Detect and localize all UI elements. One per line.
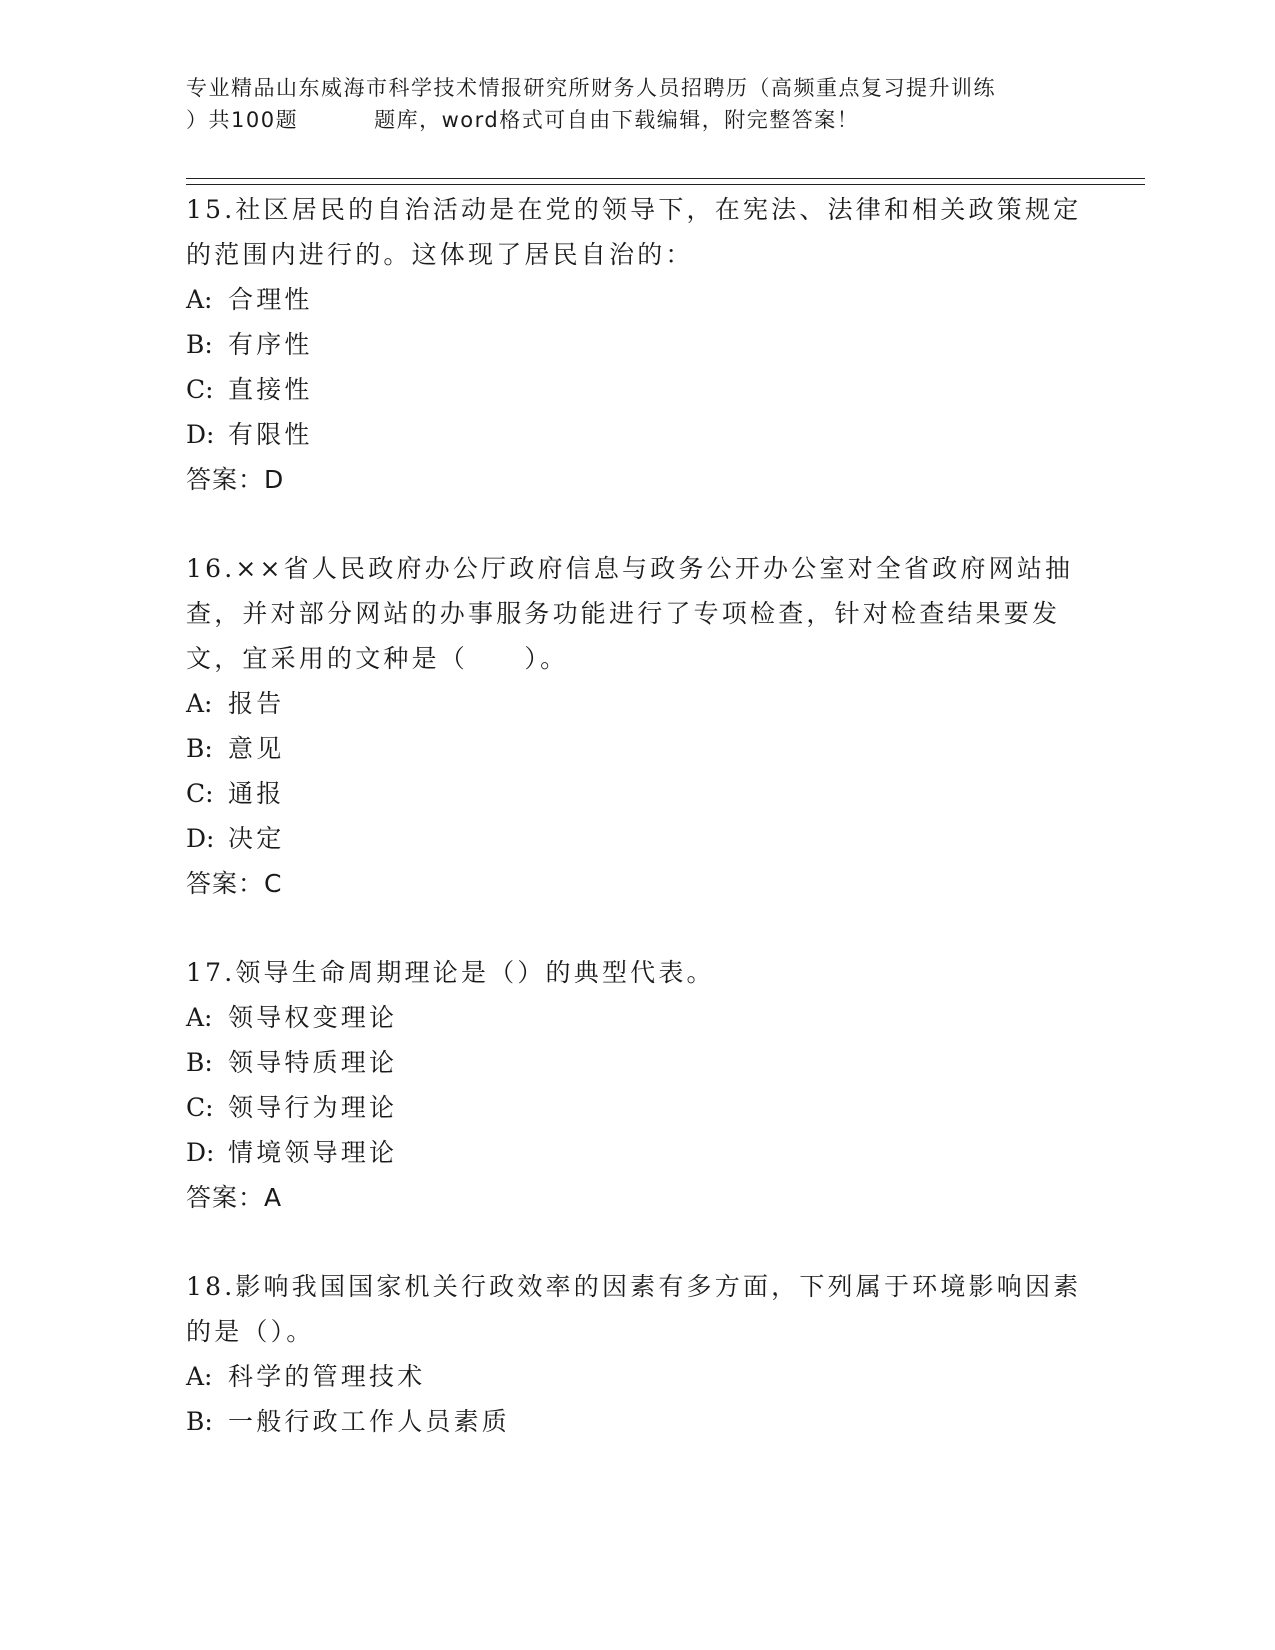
option-text: 直接性 [228, 375, 313, 404]
option-a [186, 681, 1086, 726]
header-title-line-2 [186, 104, 1086, 136]
option-text: 通报 [228, 779, 285, 808]
question-stem: 15.社区居民的自治活动是在党的领导下，在宪法、法律和相关政策规定的范围内进行的。这体现了居民自治的： [186, 195, 1082, 269]
question-17 [186, 950, 1086, 1220]
option-letter: D: [186, 420, 215, 449]
option-letter: D: [186, 824, 215, 853]
option-a [186, 995, 1086, 1040]
option-letter: A: [186, 285, 213, 314]
header-title-part-a: ）共100题 [186, 108, 299, 132]
option-c [186, 771, 1086, 816]
question-stem: 16.××省人民政府办公厅政府信息与政务公开办公室对全省政府网站抽查，并对部分网站的办事服务功能进行了专项检查，针对检查结果要发文，宜采用的文种是（ ）。 [186, 554, 1074, 673]
option-letter: B: [186, 1407, 213, 1436]
option-text: 领导权变理论 [228, 1003, 398, 1032]
option-d [186, 1130, 1086, 1175]
option-c [186, 1085, 1086, 1130]
option-a [186, 1354, 1086, 1399]
option-text: 科学的管理技术 [228, 1362, 426, 1391]
option-letter: B: [186, 734, 213, 763]
answer-line: 答案：A [186, 1183, 283, 1212]
option-letter: A: [186, 1362, 213, 1391]
option-d [186, 412, 1086, 457]
option-text: 意见 [228, 734, 285, 763]
option-b [186, 322, 1086, 367]
option-b [186, 1399, 1086, 1444]
option-a [186, 277, 1086, 322]
option-letter: A: [186, 1003, 213, 1032]
option-letter: C: [186, 1093, 214, 1122]
document-header [186, 72, 1086, 136]
option-text: 一般行政工作人员素质 [228, 1407, 511, 1436]
question-list [186, 187, 1086, 1488]
option-text: 合理性 [228, 285, 313, 314]
option-letter: B: [186, 1048, 213, 1077]
answer-line: 答案：D [186, 465, 285, 494]
header-title-part-b: 题库，word格式可自由下载编辑，附完整答案！ [374, 108, 860, 132]
question-15 [186, 187, 1086, 502]
question-stem: 18.影响我国国家机关行政效率的因素有多方面，下列属于环境影响因素的是（）。 [186, 1272, 1082, 1346]
option-letter: A: [186, 689, 213, 718]
question-stem: 17.领导生命周期理论是（）的典型代表。 [186, 958, 715, 987]
option-text: 报告 [228, 689, 285, 718]
option-letter: B: [186, 330, 213, 359]
option-text: 有序性 [228, 330, 313, 359]
header-double-rule [186, 178, 1145, 185]
header-title-line-1: 专业精品山东威海市科学技术情报研究所财务人员招聘历（高频重点复习提升训练 [186, 76, 996, 100]
option-text: 有限性 [228, 420, 313, 449]
option-text: 领导行为理论 [228, 1093, 398, 1122]
option-c [186, 367, 1086, 412]
option-text: 决定 [228, 824, 285, 853]
option-letter: C: [186, 779, 214, 808]
option-text: 领导特质理论 [228, 1048, 398, 1077]
option-d [186, 816, 1086, 861]
option-letter: C: [186, 375, 214, 404]
question-18 [186, 1264, 1086, 1444]
answer-line: 答案：C [186, 869, 283, 898]
option-letter: D: [186, 1138, 215, 1167]
option-b [186, 1040, 1086, 1085]
option-b [186, 726, 1086, 771]
question-16 [186, 546, 1086, 906]
option-text: 情境领导理论 [228, 1138, 398, 1167]
